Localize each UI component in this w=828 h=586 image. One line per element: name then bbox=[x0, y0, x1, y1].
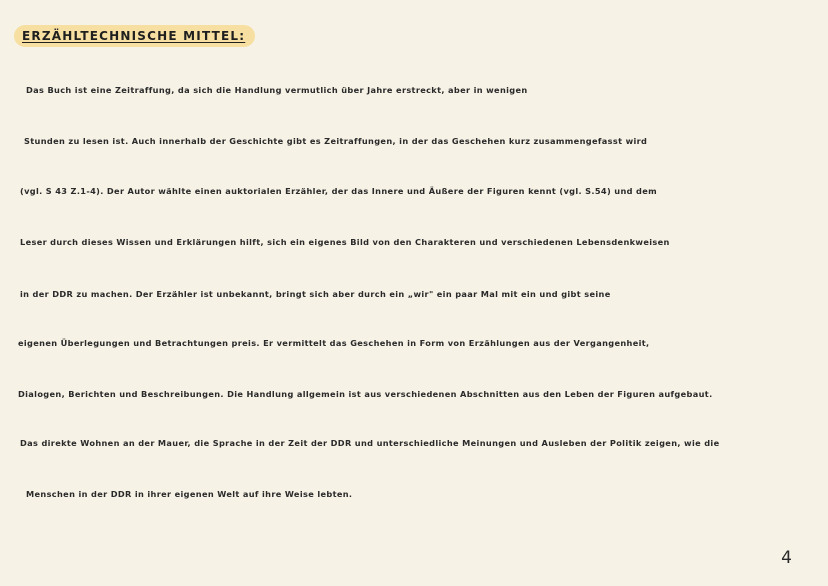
text-line: in der DDR zu machen. Der Erzähler ist unbekannt, bringt sich aber durch ein „wir" ein paar Mal mit ein und gibt seine bbox=[20, 289, 611, 299]
text-line: Das direkte Wohnen an der Mauer, die Sprache in der Zeit der DDR und unterschiedliche Meinungen und Ausleben der Politik zeigen, wie die bbox=[20, 438, 720, 448]
text-line: Leser durch dieses Wissen und Erklärungen hilft, sich ein eigenes Bild von den Charakteren und verschiedenen Lebensdenkweisen bbox=[20, 237, 670, 247]
text-line: Dialogen, Berichten und Beschreibungen. Die Handlung allgemein ist aus verschiedenen Abschnitten aus den Leben der Figuren aufgebaut. bbox=[18, 389, 713, 399]
page-number: 4 bbox=[781, 548, 792, 568]
text-line: Das Buch ist eine Zeitraffung, da sich die Handlung vermutlich über Jahre erstreckt, aber in wenigen bbox=[26, 85, 528, 95]
text-line: Menschen in der DDR in ihrer eigenen Welt auf ihre Weise lebten. bbox=[26, 489, 353, 499]
heading-highlight bbox=[14, 25, 255, 47]
section-heading: ERZÄHLTECHNISCHE MITTEL: bbox=[22, 29, 246, 43]
text-line: Stunden zu lesen ist. Auch innerhalb der Geschichte gibt es Zeitraffungen, in der das Geschehen kurz zusammengefasst wird bbox=[24, 136, 648, 146]
text-line: eigenen Überlegungen und Betrachtungen preis. Er vermittelt das Geschehen in Form von Erzählungen aus der Vergangenheit, bbox=[18, 338, 650, 348]
text-line: (vgl. S 43 Z.1-4). Der Autor wählte einen auktorialen Erzähler, der das Innere und Äußere der Figuren kennt (vgl. S.54) und dem bbox=[20, 186, 658, 196]
